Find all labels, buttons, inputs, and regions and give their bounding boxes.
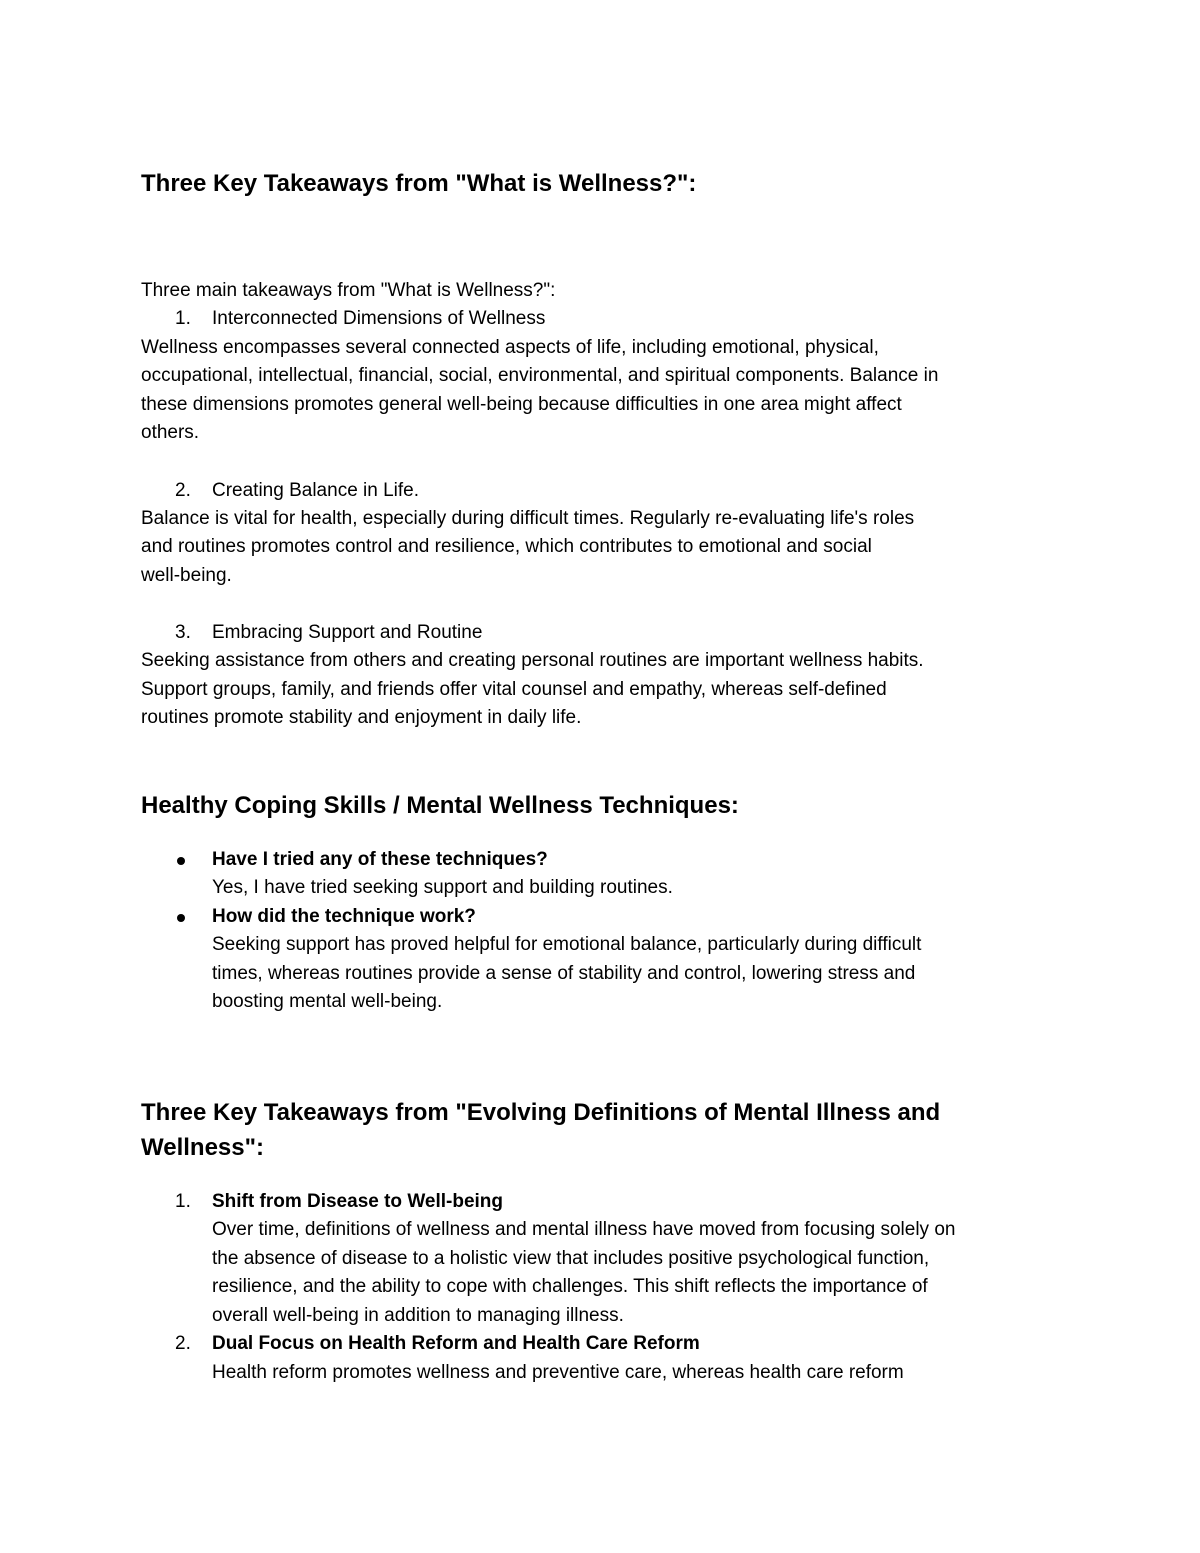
bullet-answer-line: Seeking support has proved helpful for emotional balance, particularly during difficult	[212, 934, 922, 955]
section3-heading-line1: Three Key Takeaways from "Evolving Definitions of Mental Illness and	[141, 1099, 941, 1126]
paragraph-line: resilience, and the ability to cope with challenges. This shift reflects the importance of	[212, 1276, 928, 1297]
list-number: 2.	[175, 1333, 191, 1354]
section3-heading-line2: Wellness":	[141, 1134, 264, 1161]
paragraph-line: well-being.	[141, 565, 232, 586]
list-number: 2.	[175, 480, 191, 501]
section2-heading: Healthy Coping Skills / Mental Wellness Techniques:	[141, 792, 739, 819]
section1-heading: Three Key Takeaways from "What is Wellness?":	[141, 170, 697, 197]
takeaway-title: Interconnected Dimensions of Wellness	[212, 308, 546, 329]
paragraph-line: Wellness encompasses several connected aspects of life, including emotional, physical,	[141, 337, 879, 358]
paragraph-line: overall well-being in addition to managing illness.	[212, 1305, 624, 1326]
paragraph-line: Balance is vital for health, especially during difficult times. Regularly re-evaluating life's roles	[141, 508, 915, 529]
paragraph-line: routines promote stability and enjoyment in daily life.	[141, 707, 582, 728]
bullet-answer-line: boosting mental well-being.	[212, 991, 443, 1012]
bullet-question: How did the technique work?	[212, 906, 476, 927]
list-number: 3.	[175, 622, 191, 643]
list-number: 1.	[175, 308, 191, 329]
takeaway-title: Creating Balance in Life.	[212, 480, 420, 501]
bullet-icon	[177, 914, 185, 922]
list-number: 1.	[175, 1191, 191, 1212]
takeaway-title: Shift from Disease to Well-being	[212, 1191, 504, 1212]
paragraph-line: Seeking assistance from others and creating personal routines are important wellness habits.	[141, 650, 924, 671]
paragraph-line: Support groups, family, and friends offer vital counsel and empathy, whereas self-defined	[141, 679, 887, 700]
paragraph-line: Over time, definitions of wellness and mental illness have moved from focusing solely on	[212, 1219, 956, 1240]
paragraph-line: and routines promotes control and resilience, which contributes to emotional and social	[141, 536, 872, 557]
paragraph-line: others.	[141, 422, 200, 443]
takeaway-title: Embracing Support and Routine	[212, 622, 483, 643]
bullet-answer-line: Yes, I have tried seeking support and building routines.	[212, 877, 673, 898]
bullet-answer-line: times, whereas routines provide a sense of stability and control, lowering stress and	[212, 963, 916, 984]
paragraph-line: these dimensions promotes general well-being because difficulties in one area might affect	[141, 394, 902, 415]
paragraph-line: Health reform promotes wellness and preventive care, whereas health care reform	[212, 1362, 904, 1383]
section1-intro: Three main takeaways from "What is Wellness?":	[141, 280, 556, 301]
paragraph-line: the absence of disease to a holistic view that includes positive psychological function,	[212, 1248, 930, 1269]
paragraph-line: occupational, intellectual, financial, social, environmental, and spiritual components. Balance in	[141, 365, 939, 386]
bullet-icon	[177, 857, 185, 865]
bullet-question: Have I tried any of these techniques?	[212, 849, 548, 870]
takeaway-title: Dual Focus on Health Reform and Health Care Reform	[212, 1333, 700, 1354]
